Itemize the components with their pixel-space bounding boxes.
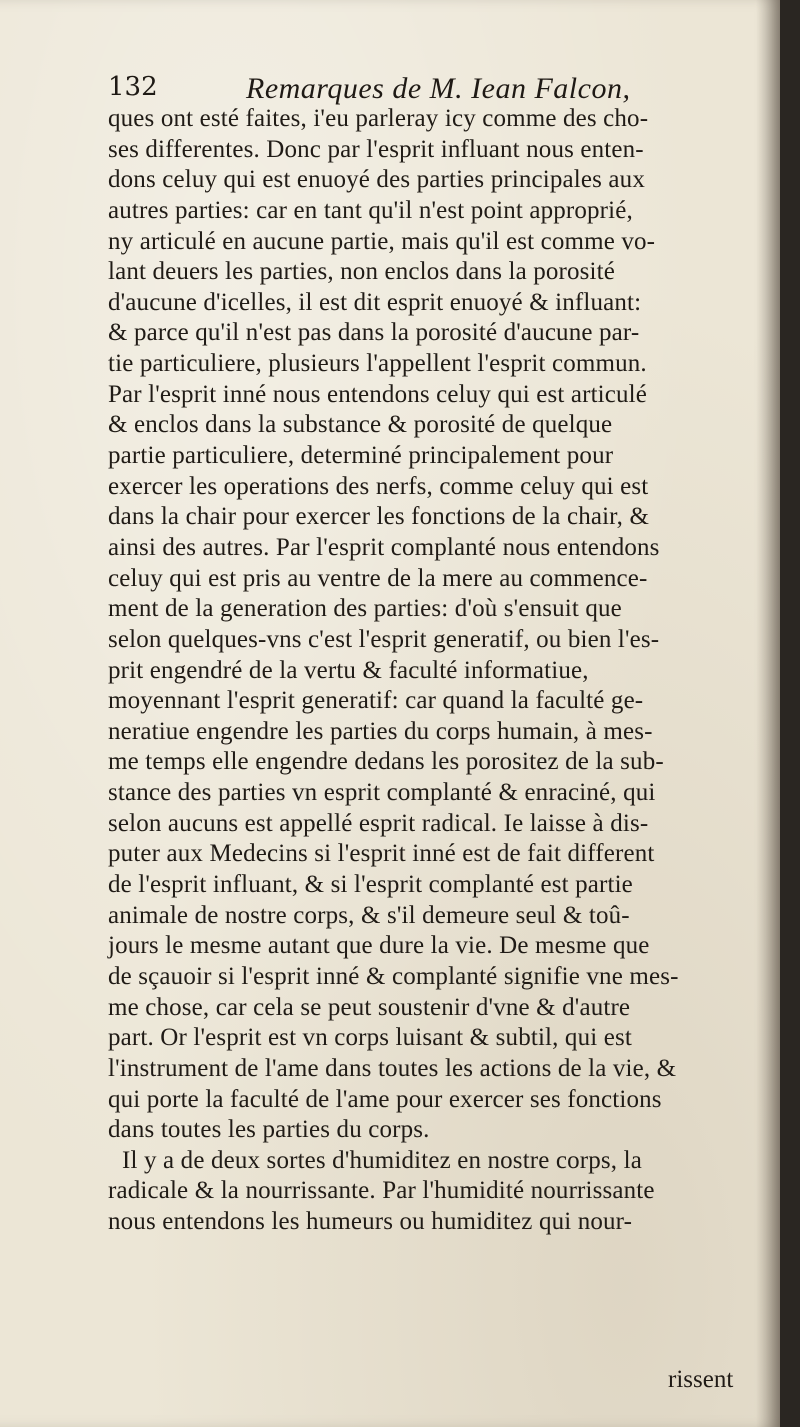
text-line: prit engendré de la vertu & faculté informatiue, [108,656,589,684]
text-line: celuy qui est pris au ventre de la mere au commence- [108,564,648,592]
text-line: neratiue engendre les parties du corps humain, à mes- [108,717,653,745]
text-line: moyennant l'esprit generatif: car quand la faculté ge- [108,687,644,715]
text-line: dons celuy qui est enuoyé des parties principales aux [108,166,645,194]
text-line: ques ont esté faites, i'eu parleray icy comme des cho- [108,105,649,132]
text-line: dans la chair pour exercer les fonctions de la chair, & [108,503,650,531]
text-line: qui porte la faculté de l'ame pour exercer ses fonctions [108,1085,662,1113]
text-line: ny articulé en aucune partie, mais qu'il est comme vo- [108,227,656,255]
running-title: Remarques de M. Iean Falcon, [246,72,631,105]
text-line: de l'esprit influant, & si l'esprit complanté est partie [108,871,633,899]
text-line: puter aux Medecins si l'esprit inné est de fait different [108,840,655,868]
body-text [108,104,768,1238]
text-line: ment de la generation des parties: d'où s'ensuit que [108,595,622,623]
text-line: tie particuliere, plusieurs l'appellent l'esprit commun. [108,350,647,378]
text-line: dans toutes les parties du corps. [108,1116,430,1144]
text-line: & enclos dans la substance & porosité de quelque [108,411,613,439]
text-line: radicale & la nourrissante. Par l'humidité nourrissante [108,1177,655,1205]
text-line: nous entendons les humeurs ou humiditez qui nour- [108,1208,633,1236]
text-line: me chose, car cela se peut soustenir d'vne & d'autre [108,993,631,1021]
text-line: & parce qu'il n'est pas dans la porosité d'aucune par- [108,319,640,347]
text-line: stance des parties vn esprit complanté & enraciné, qui [108,779,656,807]
text-line: jours le mesme autant que dure la vie. De mesme que [108,932,650,960]
catchword: rissent [668,1366,734,1393]
text-line: autres parties: car en tant qu'il n'est point approprié, [108,196,633,224]
text-line: selon aucuns est appellé esprit radical. Ie laisse à dis- [108,809,649,837]
text-line: exercer les operations des nerfs, comme celuy qui est [108,472,649,500]
text-line: ses differentes. Donc par l'esprit influant nous enten- [108,135,644,163]
text-line: partie particuliere, determiné principalement pour [108,442,614,470]
text-line: l'instrument de l'ame dans toutes les actions de la vie, & [108,1054,677,1082]
paragraph-start-line: Il y a de deux sortes d'humiditez en nostre corps, la [122,1146,642,1174]
text-line: ainsi des autres. Par l'esprit complanté nous entendons [108,533,660,561]
text-line: me temps elle engendre dedans les porositez de la sub- [108,748,664,776]
text-line: part. Or l'esprit est vn corps luisant & subtil, qui est [108,1024,632,1052]
page-number: 132 [108,72,158,102]
text-line: animale de nostre corps, & s'il demeure seul & toû- [108,901,630,929]
text-line: lant deuers les parties, non enclos dans la porosité [108,258,615,286]
text-line: Par l'esprit inné nous entendons celuy qui est articulé [108,380,648,408]
text-line: de sçauoir si l'esprit inné & complanté signifie vne mes- [108,962,679,990]
text-line: selon quelques-vns c'est l'esprit generatif, ou bien l'es- [108,625,660,653]
text-line: d'aucune d'icelles, il est dit esprit enuoyé & influant: [108,288,642,316]
